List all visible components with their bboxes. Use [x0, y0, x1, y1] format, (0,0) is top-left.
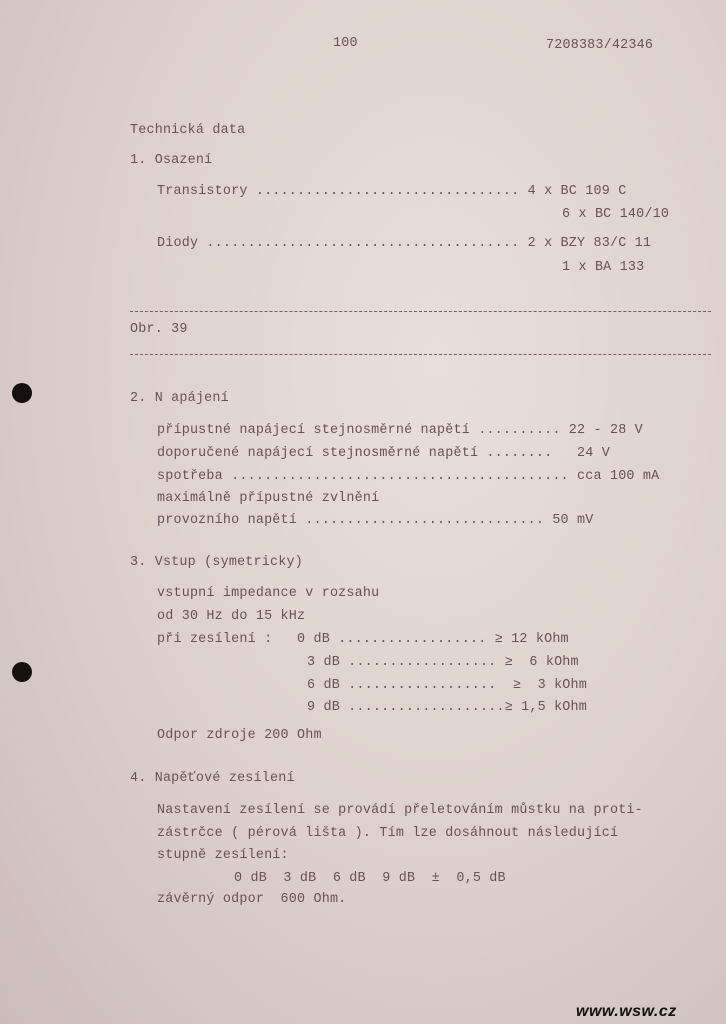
- s4-paragraph-3: stupně zesílení:: [157, 848, 289, 863]
- diodes-line-2: 1 x BA 133: [562, 260, 645, 275]
- gain-row-3db: 3 dB .................. ≥ 6 kOhm: [307, 655, 579, 670]
- s2-line-1: přípustné napájecí stejnosměrné napětí .......... 22 - 28 V: [157, 423, 643, 438]
- gain-row-9db: 9 dB ...................≥ 1,5 kOhm: [307, 700, 588, 715]
- figure-label: Obr. 39: [130, 322, 188, 337]
- gain-steps: 0 dB 3 dB 6 dB 9 dB ± 0,5 dB: [234, 871, 506, 886]
- divider-top: [130, 311, 711, 312]
- s3-heading: 3. Vstup (symetricky): [130, 555, 303, 570]
- s2-line-4: maximálně přípustné zvlnění: [157, 491, 380, 506]
- page-number: 100: [333, 36, 358, 51]
- s4-heading: 4. Napěťové zesílení: [130, 771, 295, 786]
- section-title: Technická data: [130, 123, 246, 138]
- s4-paragraph-2: zástrčce ( pérová lišta ). Tím lze dosáhnout následující: [157, 826, 619, 841]
- source-impedance: Odpor zdroje 200 Ohm: [157, 728, 322, 743]
- watermark: www.wsw.cz: [576, 1003, 677, 1020]
- transistors-line: Transistory ................................ 4 x BC 109 C: [157, 184, 627, 199]
- s2-heading: 2. N apájení: [130, 391, 229, 406]
- document-reference: 7208383/42346: [546, 38, 654, 53]
- transistors-line-2: 6 x BC 140/10: [562, 207, 670, 222]
- punch-hole-top: [12, 383, 32, 403]
- punch-hole-bottom: [12, 662, 32, 682]
- s3-line-1: vstupní impedance v rozsahu: [157, 586, 380, 601]
- s1-heading: 1. Osazení: [130, 153, 213, 168]
- s2-line-5: provozního napětí ............................. 50 mV: [157, 513, 594, 528]
- s4-paragraph-1: Nastavení zesílení se provádí přeletováním můstku na proti-: [157, 803, 643, 818]
- diodes-line: Diody ...................................... 2 x BZY 83/C 11: [157, 236, 652, 251]
- s2-line-3: spotřeba ......................................... cca 100 mA: [157, 469, 660, 484]
- divider-bottom: [130, 354, 711, 355]
- termination-impedance: závěrný odpor 600 Ohm.: [157, 892, 347, 907]
- gain-row-6db: 6 dB .................. ≥ 3 kOhm: [307, 678, 588, 693]
- s3-line-2: od 30 Hz do 15 kHz: [157, 609, 306, 624]
- gain-row-0db: při zesílení : 0 dB .................. ≥ 12 kOhm: [157, 632, 569, 647]
- s2-line-2: doporučené napájecí stejnosměrné napětí ........ 24 V: [157, 446, 610, 461]
